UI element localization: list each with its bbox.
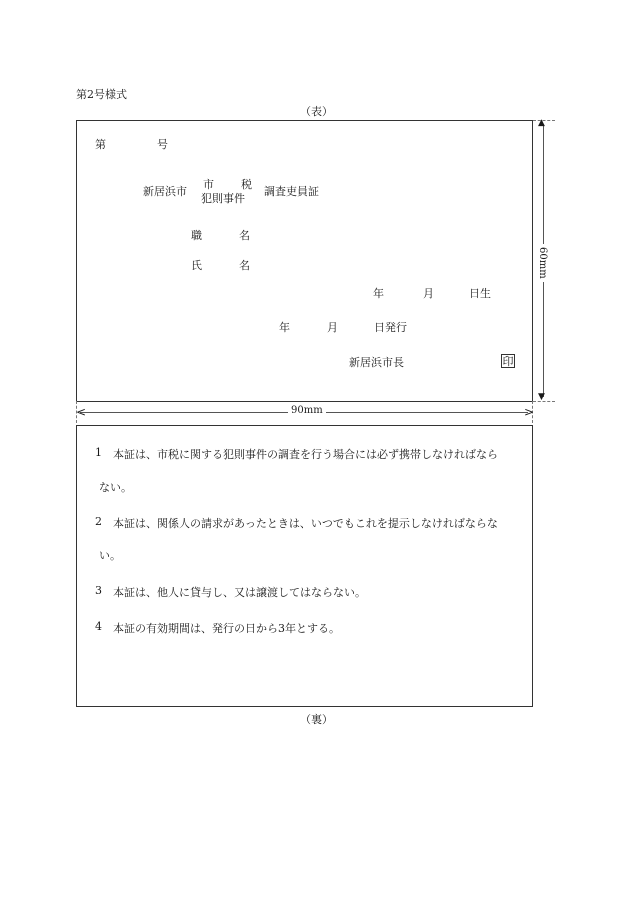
issue-day: 日発行: [374, 321, 407, 334]
number-suffix: 号: [157, 138, 168, 151]
issue-month: 月: [327, 321, 338, 334]
criminal-case-label: 犯則事件: [201, 192, 245, 205]
issuer: 新居浜市長: [349, 356, 404, 369]
rule-4-line1: 本証の有効期間は、発行の日から3年とする。: [113, 622, 340, 635]
birth-month: 月: [423, 287, 434, 300]
dim-width-label: 90mm: [288, 405, 326, 416]
card-back: [76, 425, 533, 707]
arrow-up-icon: ▲: [538, 118, 545, 128]
rule-2-line1: 本証は、関係人の請求があったときは、いつでもこれを提示しなければならな: [113, 517, 498, 530]
card-front: [76, 120, 533, 402]
birth-year: 年: [373, 287, 384, 300]
tax-label-a: 市: [203, 178, 214, 191]
arrow-down-icon: ▼: [538, 392, 545, 402]
rule-2-num: 2: [95, 515, 102, 528]
tax-label-b: 税: [241, 178, 252, 191]
number-prefix: 第: [95, 138, 106, 151]
form-number: 第2号様式: [76, 88, 127, 101]
rule-1-line1: 本証は、市税に関する犯則事件の調査を行う場合には必ず携帯しなければなら: [113, 448, 498, 461]
issue-year: 年: [279, 321, 290, 334]
position-label-a: 職: [191, 229, 202, 242]
name-label-b: 名: [239, 259, 250, 272]
position-label-b: 名: [239, 229, 250, 242]
rule-1-line2: ない。: [99, 481, 132, 494]
rule-3-line1: 本証は、他人に貸与し、又は譲渡してはならない。: [113, 586, 366, 599]
rule-4-num: 4: [95, 620, 102, 633]
birth-day: 日生: [469, 287, 491, 300]
arrow-right-icon: >: [524, 405, 535, 419]
rule-1-num: 1: [95, 446, 102, 459]
city-name: 新居浜市: [143, 185, 187, 198]
card-title: 調査吏員証: [264, 185, 319, 198]
rule-2-line2: い。: [99, 549, 121, 562]
name-label-a: 氏: [191, 259, 202, 272]
dim-height-label: 60mm: [537, 244, 548, 282]
rule-3-num: 3: [95, 584, 102, 597]
arrow-left-icon: <: [76, 405, 87, 419]
front-caption: （表）: [300, 105, 333, 118]
back-caption: （裏）: [300, 713, 333, 726]
seal-mark: 印: [502, 355, 514, 368]
